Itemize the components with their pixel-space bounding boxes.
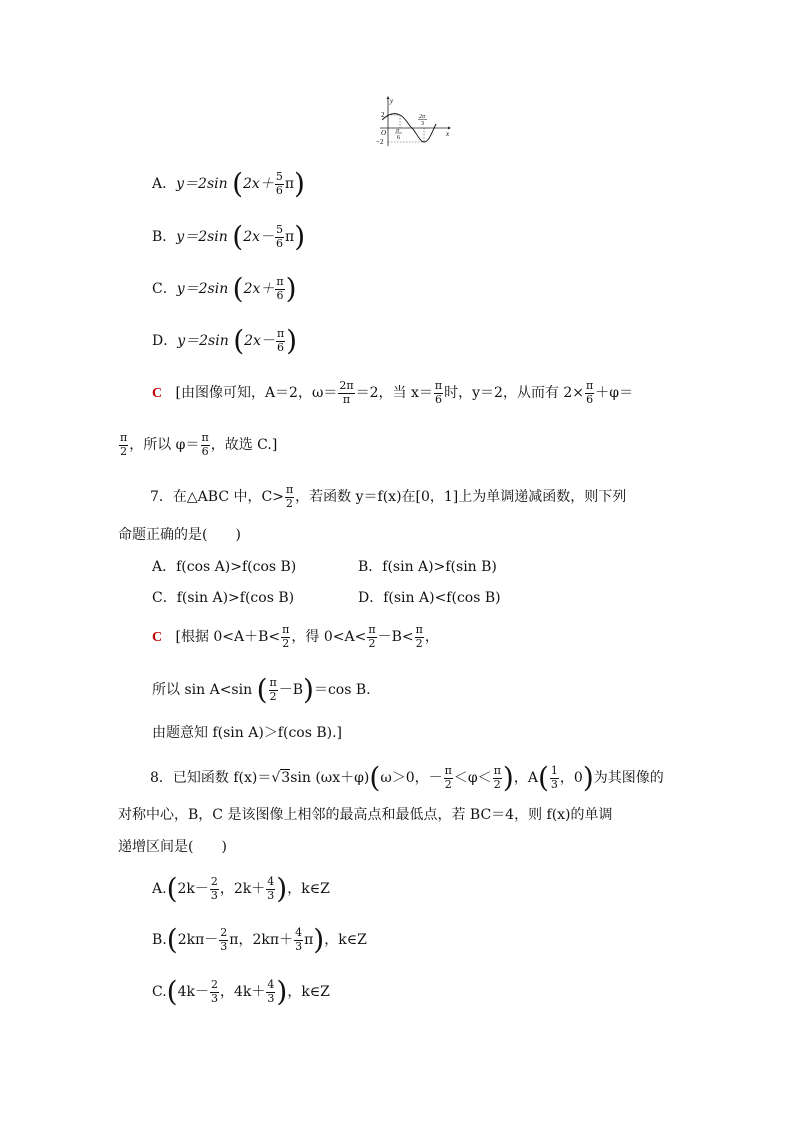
solution-text: －B<	[377, 629, 414, 646]
option-text: 2kπ－	[177, 932, 219, 948]
fraction	[201, 432, 210, 458]
option-text: 4k－	[177, 984, 209, 1000]
option-text: ，4k＋	[220, 984, 266, 1000]
question-text: 8．已知函数 f(x)＝	[150, 770, 272, 786]
q8-stem-line-2: 对称中心，B，C 是该图像上相邻的最高点和最低点，若 BC＝4，则 f(x)的单调	[118, 807, 613, 823]
q8-option-c	[152, 975, 330, 1008]
numerator: π	[415, 623, 423, 636]
option-letter: C.	[152, 984, 167, 1000]
option-text: ，2k＋	[219, 881, 266, 897]
solution-text: －B	[278, 682, 304, 698]
question-text: 命题正确的是( )	[118, 527, 241, 543]
solution-text: ，故选 C.]	[210, 437, 278, 454]
numerator: π	[282, 623, 290, 636]
solution-text: [根据 0<A＋B<	[175, 629, 281, 646]
paren-close: )	[303, 673, 314, 706]
numerator: 4	[267, 874, 275, 888]
option-text: 2k－	[177, 881, 209, 897]
condition-text: ＜φ＜	[453, 770, 492, 786]
paren-close: )	[294, 167, 305, 200]
numerator: π	[368, 623, 376, 636]
numerator: π	[201, 431, 209, 444]
denominator: 6	[201, 444, 209, 458]
numerator: π	[276, 274, 284, 288]
x-tick-2-den: 3	[421, 121, 424, 127]
paren-open: (	[232, 167, 244, 200]
q8-option-a	[152, 872, 330, 905]
q7-solution-line-3: 由题意知 f(sin A)＞f(cos B).]	[152, 725, 343, 741]
q7-stem-line-2	[118, 528, 241, 542]
option-inner: 2x＋	[243, 176, 274, 192]
q8-stem-line-3: 递增区间是( )	[118, 839, 227, 855]
question-text: 7．在△ABC 中，C>	[150, 489, 284, 506]
x-tick-1-num: π	[396, 128, 400, 134]
denominator: 2	[269, 689, 277, 703]
y-axis-label: y	[390, 97, 394, 105]
pi-symbol: π	[285, 229, 295, 245]
denominator: 3	[210, 888, 218, 902]
fraction	[367, 624, 376, 650]
numerator: 2π	[339, 379, 354, 392]
solution-text: 时，y＝2，从而有 2×	[444, 385, 585, 402]
solution-text: ，所以 φ＝	[129, 437, 200, 454]
q6-option-c	[152, 272, 297, 305]
numerator: π	[285, 483, 294, 496]
denominator: 3	[550, 777, 558, 791]
condition-text: ω＞0，－	[380, 770, 443, 786]
denominator: 6	[276, 236, 283, 250]
question-text: 为其图像的	[593, 770, 664, 786]
numerator: π	[276, 326, 285, 340]
denominator: 2	[282, 636, 290, 650]
numerator: π	[444, 763, 452, 777]
option-text: π，2kπ＋	[229, 932, 294, 948]
denominator: 3	[267, 991, 275, 1005]
question-text: sin (ωx＋φ)	[290, 770, 370, 786]
question-text: ，A	[513, 770, 538, 786]
paren-close: )	[582, 761, 594, 794]
q7-solution-line-1	[152, 624, 439, 650]
paren-open: (	[166, 923, 178, 956]
option-formula: y＝2sin	[177, 333, 229, 349]
fraction	[415, 624, 424, 650]
q7-option-a: A．f(cos A)>f(cos B)	[152, 559, 297, 575]
paren-open: (	[537, 761, 549, 794]
numerator: 2	[211, 977, 218, 991]
denominator: 3	[211, 991, 218, 1005]
q8-option-b	[152, 923, 367, 956]
option-formula: y＝2sin	[176, 176, 228, 192]
fraction	[493, 765, 502, 791]
fraction	[210, 979, 219, 1005]
option-letter: A.	[152, 881, 167, 897]
x-tick-2-num: 2π	[419, 114, 426, 120]
numerator: 5	[276, 222, 283, 236]
fraction	[281, 624, 290, 650]
denominator: 6	[277, 340, 285, 354]
option-inner: 2x－	[243, 229, 274, 245]
numerator: π	[120, 431, 128, 444]
paren-open: (	[232, 220, 244, 253]
option-letter: B．	[152, 229, 177, 245]
paren-close: )	[294, 220, 306, 253]
option-tail: ，k∈Z	[287, 881, 330, 897]
q7-option-c: C．f(sin A)>f(cos B)	[152, 590, 295, 606]
fraction	[434, 380, 443, 406]
option-formula: y＝2sin	[176, 281, 229, 297]
fraction	[550, 765, 559, 791]
fraction	[119, 432, 128, 458]
denominator: 6	[276, 288, 284, 302]
denominator: 2	[415, 636, 423, 650]
numerator: 1	[550, 763, 558, 777]
q6-solution-line-2	[118, 432, 277, 458]
numerator: 2	[220, 925, 228, 939]
fraction	[275, 276, 284, 302]
fraction	[275, 171, 284, 197]
fraction	[294, 927, 303, 953]
denominator: 2	[120, 444, 128, 458]
solution-text: 所以 sin A<sin	[152, 682, 253, 698]
option-tail: ，k∈Z	[324, 932, 367, 948]
pi-symbol: π	[284, 176, 295, 192]
paren-open: (	[166, 975, 178, 1008]
x-axis-label: x	[446, 130, 450, 138]
solution-text: ＋φ＝	[595, 385, 634, 402]
paren-open: (	[232, 272, 244, 305]
denominator: 3	[267, 888, 275, 902]
fraction	[266, 876, 275, 902]
fraction	[266, 979, 275, 1005]
fraction	[210, 876, 219, 902]
option-letter: D．	[152, 333, 178, 349]
denominator: 3	[295, 939, 303, 953]
numerator: π	[434, 379, 443, 392]
denominator: π	[342, 392, 351, 406]
sine-graph-figure	[374, 94, 454, 152]
solution-text: ，	[424, 629, 439, 646]
option-letter: A．	[152, 176, 177, 192]
option-inner: 2x－	[244, 333, 275, 349]
paren-open: (	[233, 324, 245, 357]
fraction	[276, 328, 285, 354]
numerator: 5	[275, 169, 283, 183]
paren-open: (	[166, 872, 178, 905]
q6-option-b	[152, 220, 306, 253]
numerator: 4	[295, 925, 303, 939]
fraction	[444, 765, 453, 791]
option-letter: C．	[152, 281, 177, 297]
q7-solution-line-2	[152, 673, 371, 706]
paren-close: )	[276, 975, 288, 1008]
paren-open: (	[369, 761, 381, 794]
fraction	[219, 927, 228, 953]
q8-stem-line-1	[150, 761, 664, 794]
answer-letter: C	[152, 630, 163, 646]
q6-option-d	[152, 324, 298, 357]
fraction	[585, 380, 594, 406]
q6-option-a	[152, 167, 305, 200]
numerator: π	[493, 763, 501, 777]
solution-text: ＝2，当 x＝	[355, 385, 433, 402]
paren-close: )	[286, 324, 298, 357]
solution-text: [由图像可知，A＝2，ω＝	[175, 385, 338, 402]
option-inner: 2x＋	[243, 281, 275, 297]
fraction	[338, 380, 354, 406]
denominator: 2	[286, 496, 294, 510]
answer-letter: C	[152, 386, 163, 402]
denominator: 6	[275, 183, 283, 197]
fraction	[285, 484, 294, 510]
y-tick-bottom: −2	[376, 138, 384, 146]
fraction	[269, 677, 278, 703]
q7-option-d: D．f(sin A)<f(cos B)	[358, 590, 501, 606]
fraction	[275, 224, 284, 250]
denominator: 6	[586, 392, 594, 406]
paren-close: )	[502, 761, 514, 794]
denominator: 6	[435, 392, 442, 406]
x-tick-1-den: 6	[397, 135, 400, 141]
numerator: π	[269, 675, 277, 689]
sqrt-symbol: √	[271, 770, 281, 786]
numerator: 4	[267, 977, 275, 991]
denominator: 2	[444, 777, 452, 791]
solution-text: ＝cos B.	[313, 682, 371, 698]
denominator: 3	[220, 939, 228, 953]
paren-close: )	[276, 872, 288, 905]
q7-stem-line-1	[150, 484, 626, 510]
q6-solution-line-1	[152, 380, 633, 406]
denominator: 2	[493, 777, 501, 791]
option-tail: ，k∈Z	[287, 984, 330, 1000]
option-letter: B.	[152, 932, 167, 948]
numerator: π	[586, 379, 594, 392]
solution-text: ，得 0<A<	[291, 629, 367, 646]
sqrt-radicand: 3	[281, 770, 291, 786]
denominator: 2	[368, 636, 376, 650]
y-tick-top: 2	[381, 111, 385, 119]
paren-close: )	[285, 272, 297, 305]
option-formula: y＝2sin	[176, 229, 228, 245]
paren-open: (	[256, 673, 268, 706]
option-text: π	[304, 932, 314, 948]
question-text: ，若函数 y＝f(x)在[0，1]上为单调递减函数，则下列	[295, 489, 627, 506]
origin-label: O	[381, 129, 387, 137]
numerator: 2	[210, 874, 218, 888]
paren-close: )	[313, 923, 325, 956]
q7-option-b: B．f(sin A)>f(sin B)	[358, 559, 497, 575]
question-text: ，0	[559, 770, 583, 786]
